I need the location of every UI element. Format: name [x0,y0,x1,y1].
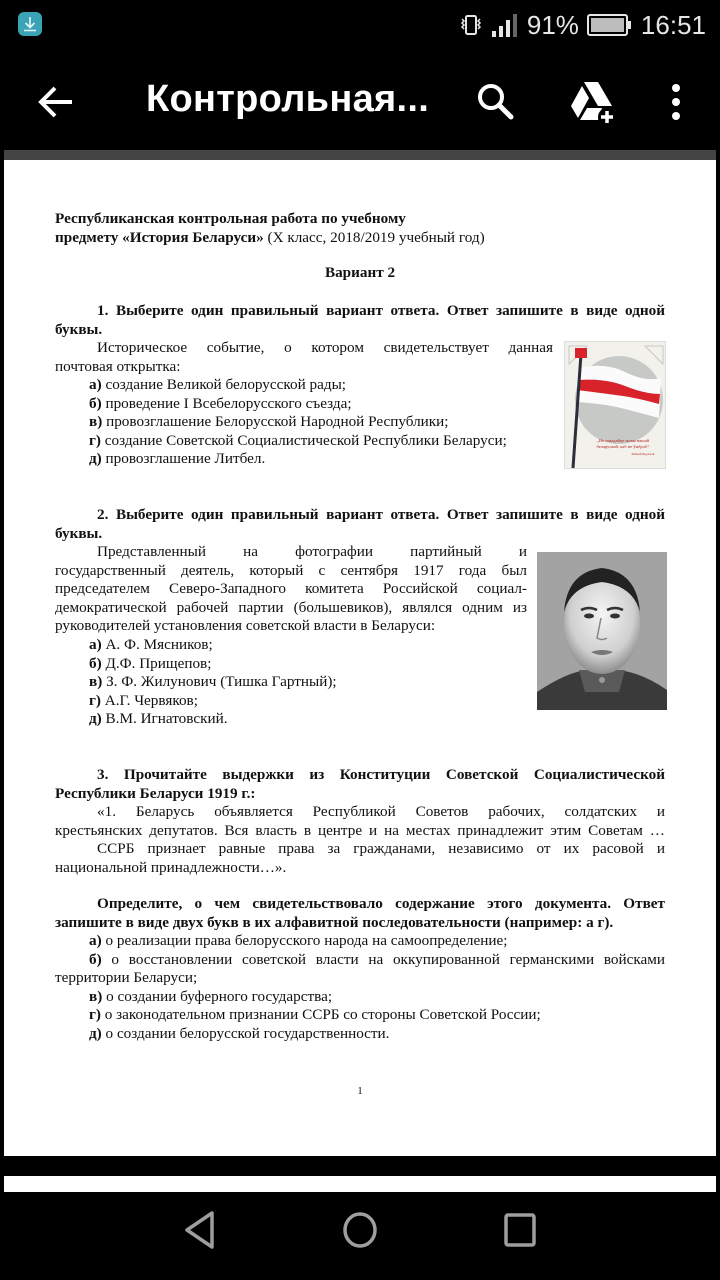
vibrate-icon [459,13,483,37]
search-button[interactable] [474,80,518,124]
document-page [4,160,716,1156]
viewer-top-band [4,150,716,160]
pdf-viewer[interactable] [0,150,720,1192]
more-options-button[interactable] [664,80,688,124]
option-b: б) Д.Ф. Прищепов; [89,654,212,672]
nav-back-button[interactable] [182,1210,218,1250]
option-b-continued: территории Беларуси; [55,969,198,987]
option-g: г) о законодательном признании ССРБ со стороны Советской России; [89,1006,541,1024]
option-d: д) провозглашение Литбел. [89,450,266,468]
option-g: г) создание Советской Социалистической Республики Беларуси; [89,431,507,449]
question-2-title: 2. Выберите один правильный вариант ответа. Ответ запишите в виде одной буквы. [55,506,665,542]
nav-home-button[interactable] [340,1210,380,1250]
constitution-quote: «1. Беларусь объявляется Республикой Советов рабочих, солдатских и крестьянских депутатов. Вся власть в центре и на местах принадлежит этим Советам … ССРБ признает равные права за гражданами, независимо от их расовой и национальной принадлежности…». [55,803,665,876]
nav-back-icon [182,1210,218,1250]
question-1-title: 1. Выберите один правильный вариант ответа. Ответ запишите в виде одной буквы. [55,302,665,338]
postcard-image [564,341,666,469]
option-v: в) провозглашение Белорусской Народной Республики; [89,413,449,431]
clock: 16:51 [640,9,706,40]
option-b: б) о восстановлении советской власти на оккупированной германскими войсками [89,950,665,968]
search-icon [474,80,518,124]
option-g: г) А.Г. Червяков; [89,691,198,709]
question-3-options [55,932,665,1044]
option-v: в) З. Ф. Жилунович (Тишка Гартный); [89,673,337,691]
option-a: а) о реализации права белорусского народа на самоопределение; [89,932,508,949]
nav-home-icon [340,1210,380,1250]
option-a: а) создание Великой белорусской рады; [89,376,346,393]
question-3-title: 3. Прочитайте выдержки из Конституции Советской Социалистической Республики Беларуси 1919 г.: [55,766,665,802]
add-to-drive-icon [568,80,618,126]
add-to-drive-button[interactable] [568,80,618,126]
nav-recents-button[interactable] [503,1212,537,1248]
battery-icon [587,13,633,37]
question-2-options [55,636,515,729]
question-2-stem: Представленный на фотографии партийный и государственный деятель, который с сентября 1917 года был председателем Северо-Западного комитета Российской социал- демократической рабочей партии (большевиков), являлся одним из руководителей установления советской власти в Беларуси: [55,543,527,635]
option-a: а) А. Ф. Мясников; [89,636,213,653]
document-title: Контрольная... [146,78,430,120]
status-bar [0,0,720,50]
question-3-task: Определите, о чем свидетельствовало содержание этого документа. Ответ запишите в виде двух букв в их алфавитной последовательности (например: а г). [55,895,665,931]
app-bar [0,50,720,150]
option-b: б) проведение I Всебелорусского съезда; [89,394,352,412]
variant-heading: Вариант 2 [324,264,396,281]
page-number: 1 [357,1085,363,1097]
question-1-options [55,376,575,469]
svg-text:„Не пакідайце мовы нашай: „Не пакідайце мовы нашай [596,438,650,443]
arrow-left-icon [34,82,78,122]
nav-recents-icon [503,1212,537,1248]
status-indicators [459,6,706,44]
option-v: в) о создании буферного государства; [89,987,333,1005]
download-icon [18,12,42,36]
battery-percent: 91% [526,9,579,40]
portrait-photo [537,552,667,710]
svg-text:Мацей Бурачок: Мацей Бурачок [631,452,655,456]
option-d: д) о создании белорусской государственности. [89,1024,390,1042]
document-header: Республиканская контрольная работа по учебному предмету «История Беларуси» (X класс, 2018/2019 учебный год) [55,210,485,246]
navigation-bar [0,1192,720,1280]
back-button[interactable] [34,82,78,122]
question-1-stem: Историческое событие, о котором свидетельствует данная почтовая открытка: [55,339,553,375]
svg-text:беларускай, каб не ўмёрлі!“: беларускай, каб не ўмёрлі!“ [596,444,650,449]
option-d: д) В.М. Игнатовский. [89,710,228,728]
more-vert-icon [664,80,688,124]
signal-icon [491,12,519,38]
next-page-edge [4,1176,716,1192]
